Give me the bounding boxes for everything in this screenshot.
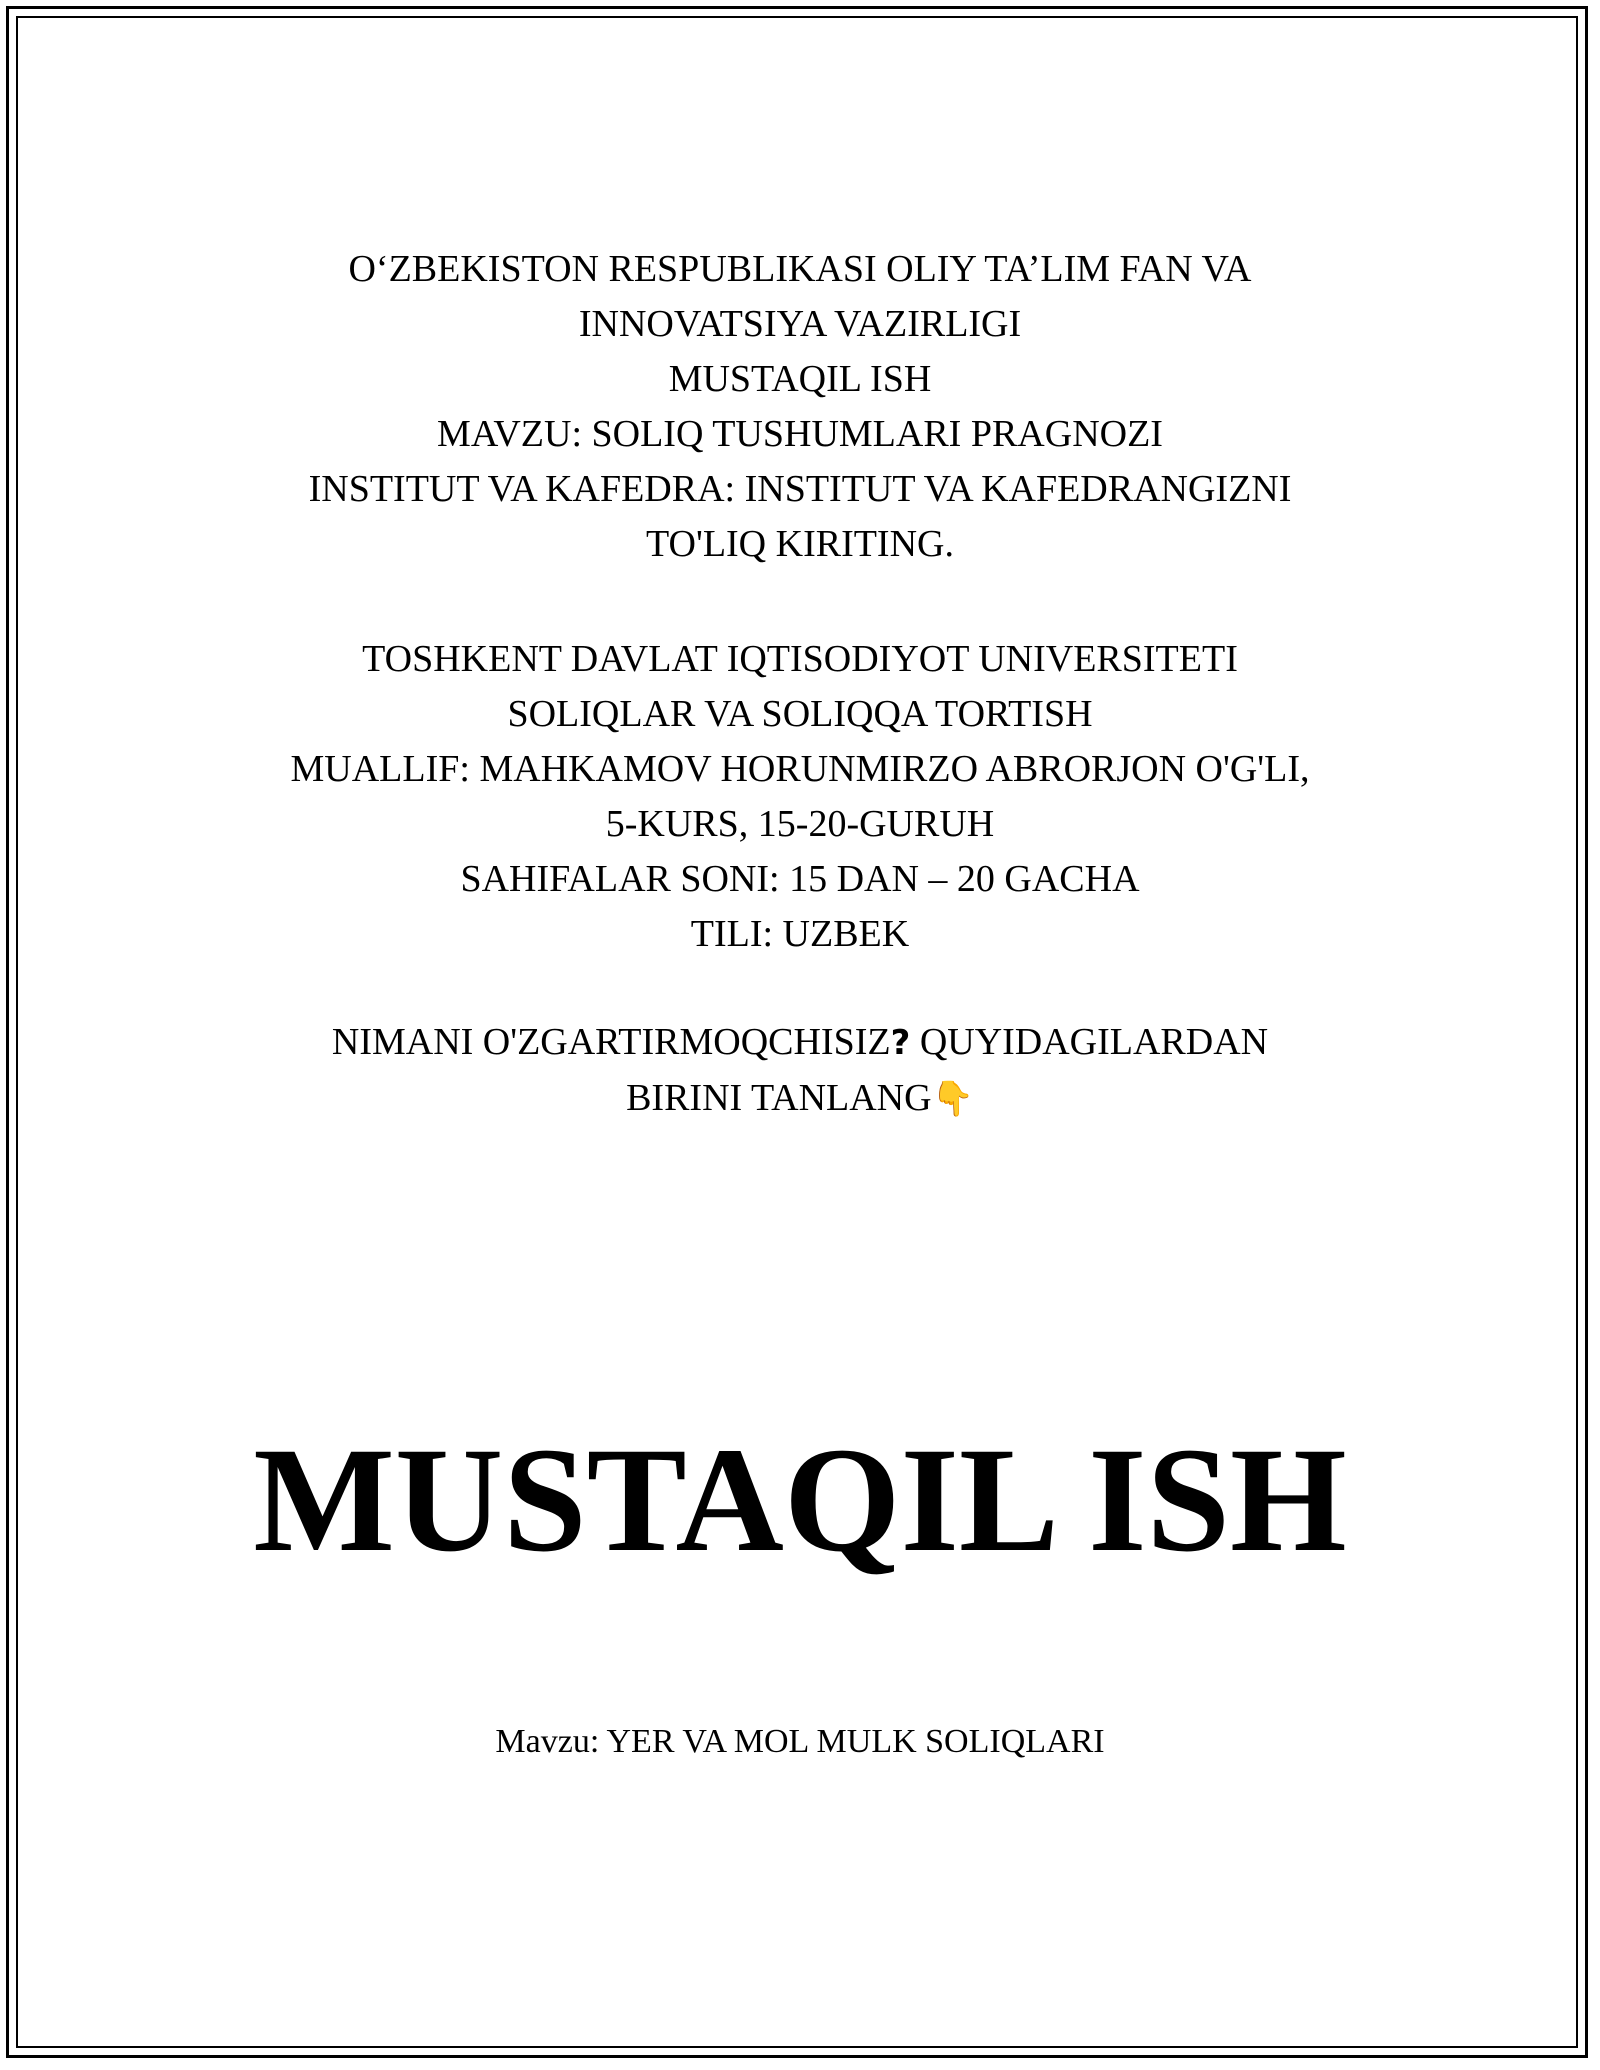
question-text-end: QUYIDAGILARDAN: [910, 1021, 1269, 1063]
main-title: MUSTAQIL ISH: [253, 1417, 1347, 1583]
institute-line-2: TO'LIQ KIRITING.: [646, 523, 954, 565]
university-name: TOSHKENT DAVLAT IQTISODIYOT UNIVERSITETI: [362, 638, 1238, 680]
work-type-line: MUSTAQIL ISH: [668, 358, 932, 400]
header-block: [0, 242, 1600, 572]
language-line: TILI: UZBEK: [690, 913, 910, 955]
question-block: [0, 1015, 1600, 1127]
question-line-2: [0, 1071, 1600, 1127]
course-group-line: 5-KURS, 15-20-GURUH: [605, 803, 995, 845]
institute-line-1: INSTITUT VA KAFEDRA: INSTITUT VA KAFEDRANGIZNI: [308, 468, 1292, 510]
department-name: SOLIQLAR VA SOLIQQA TORTISH: [507, 693, 1093, 735]
university-block: [0, 632, 1600, 962]
page-count-line: SAHIFALAR SONI: 15 DAN – 20 GACHA: [460, 858, 1140, 900]
choose-one-text: BIRINI TANLANG: [626, 1077, 932, 1119]
topic-line: Mavzu: YER VA MOL MULK SOLIQLARI: [495, 1723, 1105, 1760]
ministry-line-1: O‘ZBEKISTON RESPUBLIKASI OLIY TA’LIM FAN VA: [348, 248, 1252, 290]
question-text-start: NIMANI O'ZGARTIRMOQCHISIZ: [331, 1021, 891, 1063]
topic-header-line: MAVZU: SOLIQ TUSHUMLARI PRAGNOZI: [437, 413, 1163, 455]
pointing-down-hand-icon: 👇: [931, 1079, 974, 1119]
ministry-line-2: INNOVATSIYA VAZIRLIGI: [578, 303, 1022, 345]
question-line-1: [0, 1015, 1600, 1071]
author-line: MUALLIF: MAHKAMOV HORUNMIRZO ABRORJON O'G'LI,: [290, 748, 1310, 790]
question-mark-icon: ?: [890, 1023, 911, 1063]
